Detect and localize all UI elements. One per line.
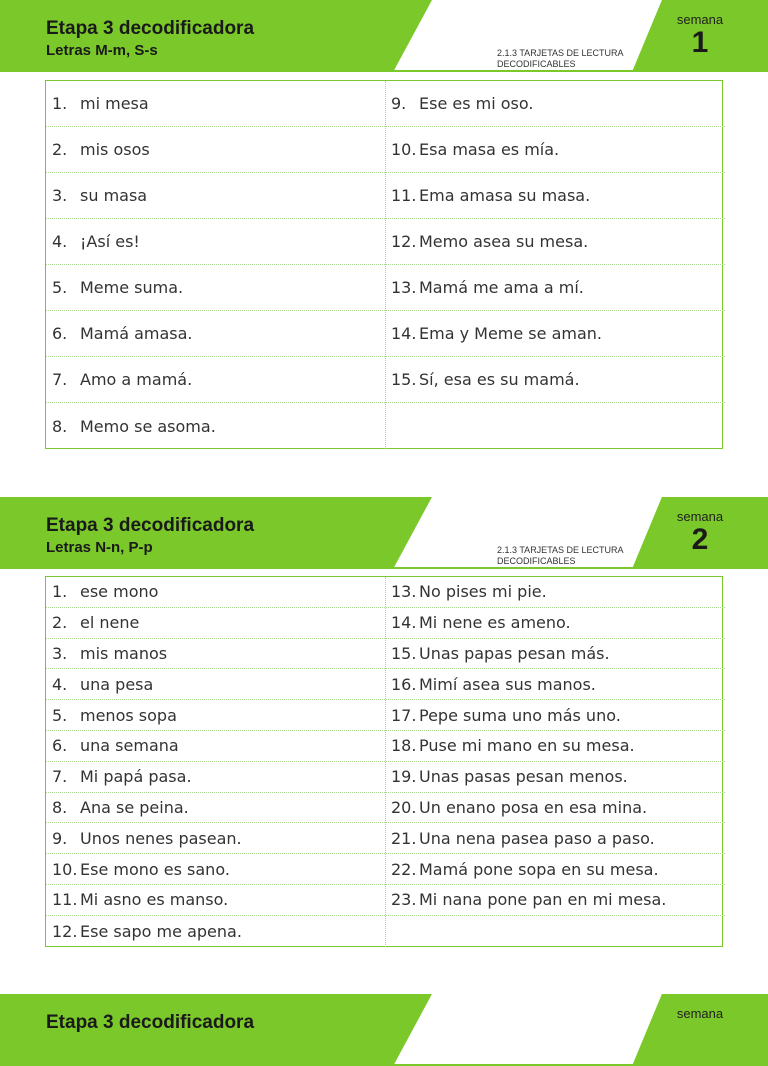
- week-label: semana: [676, 509, 724, 524]
- phrase-text: Unos nenes pasean.: [80, 828, 242, 848]
- phrase-number: 2.: [52, 140, 68, 159]
- phrase-number: 3.: [52, 186, 68, 205]
- phrases-column-left: [46, 577, 385, 947]
- phrase-row: [46, 762, 385, 793]
- phrase-row: [46, 639, 385, 670]
- phrase-number: 9.: [52, 828, 68, 848]
- phrase-row: [386, 127, 725, 173]
- phrase-number: 10.: [52, 859, 78, 879]
- phrase-row: [46, 731, 385, 762]
- phrase-number: 16.: [391, 674, 417, 694]
- phrase-number: 7.: [52, 370, 68, 389]
- phrase-row: [386, 639, 725, 670]
- phrase-row: [46, 311, 385, 357]
- document-code: [497, 48, 637, 70]
- phrase-number: 23.: [391, 890, 417, 910]
- phrase-row: [46, 219, 385, 265]
- phrase-text: Amo a mamá.: [80, 370, 193, 389]
- phrase-text: Ese sapo me apena.: [80, 921, 242, 941]
- phrase-text: Ana se peina.: [80, 797, 189, 817]
- phrase-text: Ese mono es sano.: [80, 859, 230, 879]
- phrase-row: [386, 854, 725, 885]
- phrase-row: [46, 357, 385, 403]
- phrase-text: Meme suma.: [80, 278, 184, 297]
- phrase-text: Ema y Meme se aman.: [419, 324, 602, 343]
- week-label: semana: [676, 12, 724, 27]
- phrases-column-right: [385, 577, 725, 947]
- phrase-row: [386, 700, 725, 731]
- phrase-text: Mimí asea sus manos.: [419, 674, 596, 694]
- phrase-row: [46, 173, 385, 219]
- phrase-number: 4.: [52, 232, 68, 251]
- phrase-text: mi mesa: [80, 94, 149, 113]
- phrase-text: Mamá pone sopa en su mesa.: [419, 859, 659, 879]
- phrase-row: [46, 823, 385, 854]
- phrase-row: [386, 219, 725, 265]
- phrase-text: Memo se asoma.: [80, 416, 216, 436]
- phrase-text: Unas pasas pesan menos.: [419, 767, 628, 787]
- phrase-text: mis manos: [80, 643, 168, 663]
- phrase-text: Memo asea su mesa.: [419, 232, 589, 251]
- phrase-row: [46, 854, 385, 885]
- week-label: semana: [676, 1006, 724, 1021]
- card-title: Etapa 3 decodificadora: [46, 515, 255, 536]
- phrase-text: ¡Así es!: [80, 232, 140, 251]
- card-subtitle: Letras N-n, P-p: [46, 539, 153, 556]
- phrase-text: No pises mi pie.: [419, 582, 547, 602]
- phrase-row: [46, 608, 385, 639]
- phrase-text: Mamá amasa.: [80, 324, 193, 343]
- phrase-text: Mi asno es manso.: [80, 890, 229, 910]
- document-code-line1: 2.1.3 TARJETAS DE LECTURA: [497, 545, 624, 555]
- phrase-number: 4.: [52, 674, 68, 694]
- phrase-text: el nene: [80, 613, 140, 633]
- phrase-number: 13.: [391, 278, 417, 297]
- phrase-number: 14.: [391, 324, 417, 343]
- phrase-text: Unas papas pesan más.: [419, 643, 610, 663]
- card-header-banner: [0, 0, 768, 72]
- phrase-text: Mi papá pasa.: [80, 767, 192, 787]
- phrase-text: menos sopa: [80, 705, 177, 725]
- phrase-number: 10.: [391, 140, 417, 159]
- phrase-text: su masa: [80, 186, 148, 205]
- card-title: Etapa 3 decodificadora: [46, 1012, 255, 1033]
- phrase-text: Esa masa es mía.: [419, 140, 560, 159]
- phrase-row: [386, 793, 725, 824]
- phrase-row: [386, 916, 725, 947]
- phrase-row: [46, 127, 385, 173]
- phrase-row: [46, 81, 385, 127]
- phrase-text: Ema amasa su masa.: [419, 186, 591, 205]
- phrase-text: ese mono: [80, 582, 159, 602]
- phrase-row: [386, 403, 725, 449]
- phrase-number: 6.: [52, 736, 68, 756]
- phrase-number: 9.: [391, 94, 407, 113]
- phrase-text: Pepe suma uno más uno.: [419, 705, 621, 725]
- phrase-number: 20.: [391, 797, 417, 817]
- document-code: [497, 545, 637, 567]
- phrase-row: [386, 265, 725, 311]
- document-code-line2: DECODIFICABLES: [497, 59, 576, 69]
- phrase-text: Mamá me ama a mí.: [419, 278, 584, 297]
- document-code-line2: DECODIFICABLES: [497, 556, 576, 566]
- phrase-number: 1.: [52, 94, 68, 113]
- phrases-table: [45, 576, 723, 947]
- card-header-banner: [0, 994, 768, 1066]
- week-number: 2: [691, 523, 709, 556]
- card-title: Etapa 3 decodificadora: [46, 18, 255, 39]
- phrase-number: 14.: [391, 613, 417, 633]
- card-subtitle: Letras M-m, S-s: [46, 42, 158, 59]
- phrase-row: [46, 793, 385, 824]
- phrase-row: [386, 762, 725, 793]
- phrase-text: Puse mi mano en su mesa.: [419, 736, 635, 756]
- header-week-tab: [632, 994, 768, 1066]
- phrase-number: 13.: [391, 582, 417, 602]
- phrase-number: 7.: [52, 767, 68, 787]
- phrase-number: 3.: [52, 643, 68, 663]
- phrases-column-left: [46, 81, 385, 449]
- document-code-line1: 2.1.3 TARJETAS DE LECTURA: [497, 48, 624, 58]
- phrase-row: [386, 577, 725, 608]
- phrase-number: 19.: [391, 767, 417, 787]
- phrase-text: mis osos: [80, 140, 150, 159]
- phrase-row: [386, 608, 725, 639]
- phrase-number: 5.: [52, 705, 68, 725]
- week-number: 1: [691, 26, 709, 59]
- phrases-table: [45, 80, 723, 449]
- phrase-row: [46, 669, 385, 700]
- phrase-text: Un enano posa en esa mina.: [419, 797, 648, 817]
- phrase-row: [386, 173, 725, 219]
- phrase-row: [46, 885, 385, 916]
- phrase-text: Sí, esa es su mamá.: [419, 370, 580, 389]
- phrase-row: [386, 823, 725, 854]
- phrase-number: 1.: [52, 582, 68, 602]
- phrase-row: [386, 311, 725, 357]
- phrase-number: 11.: [52, 890, 78, 910]
- phrase-number: 5.: [52, 278, 68, 297]
- phrase-row: [386, 669, 725, 700]
- phrase-number: 15.: [391, 643, 417, 663]
- card-header-banner: [0, 497, 768, 569]
- phrase-number: 2.: [52, 613, 68, 633]
- phrase-number: 12.: [391, 232, 417, 251]
- phrase-row: [46, 577, 385, 608]
- phrase-row: [46, 403, 385, 449]
- phrase-row: [46, 916, 385, 947]
- phrase-number: 12.: [52, 921, 78, 941]
- phrase-text: Una nena pasea paso a paso.: [419, 828, 655, 848]
- phrase-row: [386, 885, 725, 916]
- phrase-number: 17.: [391, 705, 417, 725]
- phrase-text: una semana: [80, 736, 179, 756]
- phrase-row: [46, 265, 385, 311]
- phrase-row: [386, 731, 725, 762]
- phrase-text: una pesa: [80, 674, 154, 694]
- phrase-number: 11.: [391, 186, 417, 205]
- phrase-row: [386, 81, 725, 127]
- phrase-row: [46, 700, 385, 731]
- phrases-column-right: [385, 81, 725, 449]
- phrase-number: 6.: [52, 324, 68, 343]
- phrase-number: 15.: [391, 370, 417, 389]
- phrase-text: Ese es mi oso.: [419, 94, 534, 113]
- phrase-text: Mi nene es ameno.: [419, 613, 571, 633]
- phrase-number: 22.: [391, 859, 417, 879]
- phrase-number: 8.: [52, 797, 68, 817]
- phrase-number: 21.: [391, 828, 417, 848]
- phrase-row: [386, 357, 725, 403]
- phrase-text: Mi nana pone pan en mi mesa.: [419, 890, 667, 910]
- phrase-number: 18.: [391, 736, 417, 756]
- phrase-number: 8.: [52, 416, 68, 436]
